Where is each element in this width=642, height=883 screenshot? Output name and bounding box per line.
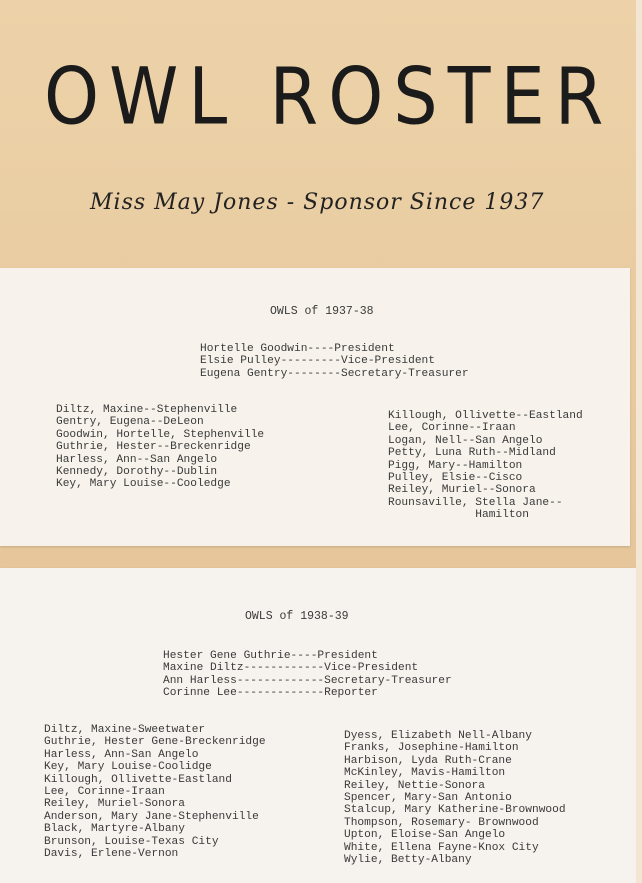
member-line: Spencer, Mary-San Antonio: [344, 792, 512, 805]
roster-sheet-1937-38: [0, 268, 630, 546]
member-line: Thompson, Rosemary- Brownwood: [344, 816, 539, 829]
officer-line: Corinne Lee-------------Reporter: [163, 687, 378, 700]
sponsor-line: Miss May Jones - Sponsor Since 1937: [90, 190, 545, 215]
member-line: Davis, Erlene-Vernon: [44, 848, 179, 861]
member-line: Gentry, Eugena--DeLeon: [56, 416, 204, 429]
members-right-column: [344, 730, 566, 866]
members-left-column: [56, 404, 264, 491]
member-line: Reiley, Muriel-Sonora: [44, 798, 185, 811]
roster-sheet-1938-39: [0, 568, 642, 883]
member-line: Black, Martyre-Albany: [44, 823, 185, 836]
member-line: McKinley, Mavis-Hamilton: [344, 767, 506, 780]
member-line: Rounsaville, Stella Jane--: [388, 496, 563, 509]
member-line: Petty, Luna Ruth--Midland: [388, 447, 556, 460]
member-line: Upton, Eloise-San Angelo: [344, 829, 506, 842]
member-line: Brunson, Louise-Texas City: [44, 835, 219, 848]
member-line: Dyess, Elizabeth Nell-Albany: [344, 730, 532, 742]
member-line: Harbison, Lyda Ruth-Crane: [344, 754, 512, 767]
member-line: Reiley, Muriel--Sonora: [388, 484, 536, 497]
page-title: OWL ROSTER: [44, 50, 614, 143]
officer-line: Elsie Pulley---------Vice-President: [200, 355, 435, 368]
officers-list: [200, 343, 469, 380]
member-line: Killough, Ollivette-Eastland: [44, 773, 232, 786]
member-line: Logan, Nell--San Angelo: [388, 434, 543, 447]
member-line: Guthrie, Hester Gene-Breckenridge: [44, 736, 266, 749]
member-line: Stalcup, Mary Katherine-Brownwood: [344, 804, 566, 817]
member-line: Wylie, Betty-Albany: [344, 854, 472, 867]
member-line: Pulley, Elsie--Cisco: [388, 472, 523, 485]
member-line: Reiley, Nettie-Sonora: [344, 779, 485, 792]
member-line: Harless, Ann--San Angelo: [56, 453, 218, 466]
officers-list: [163, 650, 452, 700]
officer-line: Ann Harless-------------Secretary-Treasurer: [163, 674, 452, 687]
member-line: Killough, Ollivette--Eastland: [388, 410, 583, 422]
members-right-column: [388, 410, 583, 522]
member-line: White, Ellena Fayne-Knox City: [344, 841, 539, 854]
officer-line: Maxine Diltz------------Vice-President: [163, 662, 419, 675]
member-line: Kennedy, Dorothy--Dublin: [56, 466, 218, 479]
member-line: Anderson, Mary Jane-Stephenville: [44, 810, 259, 823]
officer-line: Hester Gene Guthrie----President: [163, 650, 378, 662]
member-line: Guthrie, Hester--Breckenridge: [56, 441, 251, 454]
members-left-column: [44, 724, 266, 860]
member-line: Lee, Corinne--Iraan: [388, 422, 516, 435]
roster-heading: OWLS of 1938-39: [245, 610, 349, 623]
officer-line: Eugena Gentry--------Secretary-Treasurer: [200, 367, 469, 380]
member-line: Harless, Ann-San Angelo: [44, 748, 199, 761]
member-line: Diltz, Maxine-Sweetwater: [44, 724, 206, 736]
member-line: Key, Mary Louise--Cooledge: [56, 478, 231, 491]
member-line: Goodwin, Hortelle, Stephenville: [56, 428, 265, 441]
member-line: Diltz, Maxine--Stephenville: [56, 404, 238, 416]
member-line: Hamilton: [388, 509, 529, 522]
member-line: Franks, Josephine-Hamilton: [344, 742, 519, 755]
member-line: Pigg, Mary--Hamilton: [388, 459, 523, 472]
member-line: Key, Mary Louise-Coolidge: [44, 761, 212, 774]
member-line: Lee, Corinne-Iraan: [44, 786, 165, 799]
officer-line: Hortelle Goodwin----President: [200, 343, 395, 355]
roster-heading: OWLS of 1937-38: [270, 305, 374, 318]
